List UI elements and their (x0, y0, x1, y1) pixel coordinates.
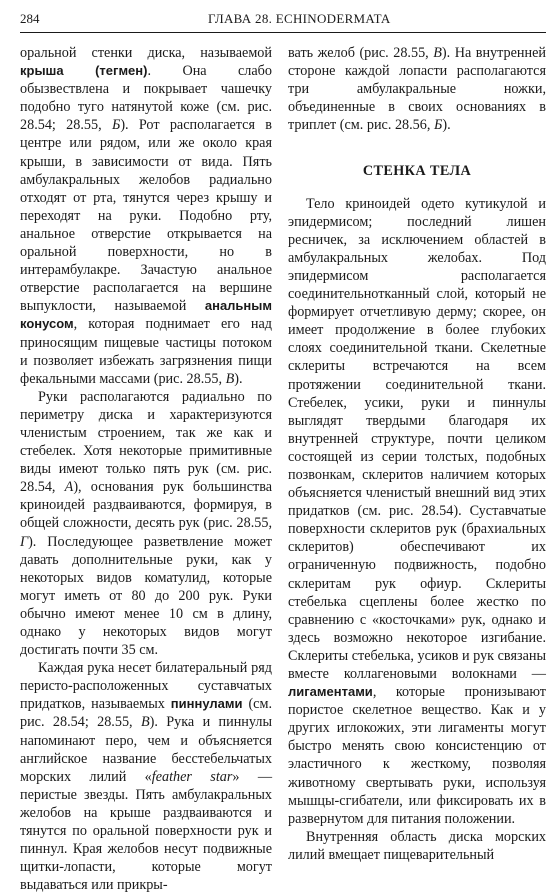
bold-term: лигаментами (288, 684, 373, 700)
text-run: Внутренняя область диска морских лилий вмещает пищеварительный (288, 828, 546, 863)
bold-term: крыша (тегмен) (20, 63, 148, 79)
text-run: Тело криноидей одето кутикулой и эпидермисом; последний лишен ресничек, за исключением областей в амбулакральных желобах. Под эпидермисом располагается соединительнотканный слой, который не формирует отчетливую дерму; скорее, он имеет продолжение в более глубоких слоях соединительной ткани. Скелетные склериты встречаются на всем протяжении соединительной ткани. Стебелек, усики, руки и пиннулы выглядят твердыми благодаря их внутренней структуре, почти целиком состоящей из серии толстых, подобных позвонкам, склеритов наличием которых объясняется членистый внешний вид этих придатков (см. рис. 28.54). Суставчатые поверхности склеритов рук (брахиальных склеритов) обеспечивают их ограниченную подвижность, подобно склеритам рук офиур. Склериты стебелька сцеплены более жестко по сравнению с «косточками» рук, однако и здесь возможно некоторое изгибание. Склериты стебелька, усиков и рук связаны вместе коллагеновыми волокнами — (288, 195, 546, 682)
paragraph (288, 195, 546, 828)
page-header (20, 8, 546, 33)
text-run: , которые пронизывают пористое скелетное вещество. Как и у других иглокожих, эти лигаменты могут быстро менять свою консистенцию от эластичного к жесткому, позволяя животному свертывать руки, используя мышцы-сгибатели, или фиксировать их в развернутом для питания положении. (288, 684, 546, 827)
italic-text: А (64, 479, 74, 496)
running-head: ГЛАВА 28. ECHINODERMATA (208, 11, 391, 26)
text-run: оральной стенки диска, называемой (20, 45, 272, 61)
paragraph (20, 388, 272, 659)
text-run: ). На внутренней стороне каждой лопасти располагаются три амбулакральные ножки, объединенные в своих основаниях в триплет (см. рис. 28.56, (288, 45, 546, 134)
italic-text: Г (20, 533, 29, 550)
bold-term: пиннулами (170, 696, 243, 712)
paragraph (20, 44, 272, 388)
text-run: Руки располагаются радиально по периметру диска и характеризуются членистым строением, так же как и стебелек. Хотя некоторые примитивные виды имеют только пять рук (см. рис. 28.54, (20, 388, 272, 496)
text-run: , которая поднимает его над приносящим пищевые частицы потоком и позволяет избежать загрязнения пищи фекальными массами (рис. 28.55, (20, 316, 272, 387)
italic-text: feather star (151, 768, 233, 785)
paragraph (20, 659, 272, 894)
text-run: Каждая рука несет билатеральный ряд перисто-расположенных суставчатых придатков, называемых (20, 660, 272, 713)
text-run: ). Рот располагается в центре или рядом, или же около края крыши, в зависимости от вида. Пять амбулакральных желобов радиально отходят от рта, тянутся через крышу и переходят на руки. Подобно рту, анальное отверстие открывается на оральной поверхности, но в интерамбулакре. Зачастую анальное отверстие располагается на вершине выпуклости, называемой (20, 117, 272, 315)
text-run: ). Рука и пиннулы напоминают перо, чем и объясняется английское название бесстебельчатых морских лилий « (20, 714, 272, 785)
text-run: ). (442, 117, 451, 134)
text-run: ). Последующее разветвление может давать дополнительные руки, как у некоторых видов коматулид, которые могут иметь от 80 до 200 рук. Руки обычно имеют менее 10 см в длину, однако у некоторых видов могут достигать почти 35 см. (20, 533, 272, 659)
italic-text: В (433, 45, 442, 61)
text-run: вать желоб (рис. 28.55, (288, 45, 434, 61)
text-run: ), основания рук большинства криноидей раздваиваются, формируя, в общей сложности, десять рук (рис. 28.55, (20, 479, 272, 532)
italic-text: В (140, 714, 150, 731)
text-run: » — перистые звезды. Пять амбулакральных желобов на крыше раздваиваются и тянутся по оральной поверхности рук и пиннул. Края желобов несут подвижные щитки-лопасти, которые могут выдаваться или прикры- (20, 768, 272, 894)
paragraph (288, 828, 546, 864)
text-run: ). (234, 370, 243, 387)
text-run: . Она слабо обызвествлена и покрывает чашечку подобно тугo натянутой коже (см. рис. 28.54; 28.55, (20, 63, 272, 134)
italic-text: В (225, 370, 235, 387)
italic-text: Б (111, 117, 121, 134)
left-column (20, 44, 272, 894)
paragraph-continuation (288, 44, 546, 134)
page-number: 284 (20, 11, 40, 26)
section-heading: СТЕНКА ТЕЛА (362, 163, 472, 180)
right-column (288, 44, 546, 864)
italic-text: Б (433, 117, 443, 134)
text-run: (см. рис. 28.54; 28.55, (20, 696, 273, 731)
bold-term: анальным конусом (20, 298, 272, 332)
